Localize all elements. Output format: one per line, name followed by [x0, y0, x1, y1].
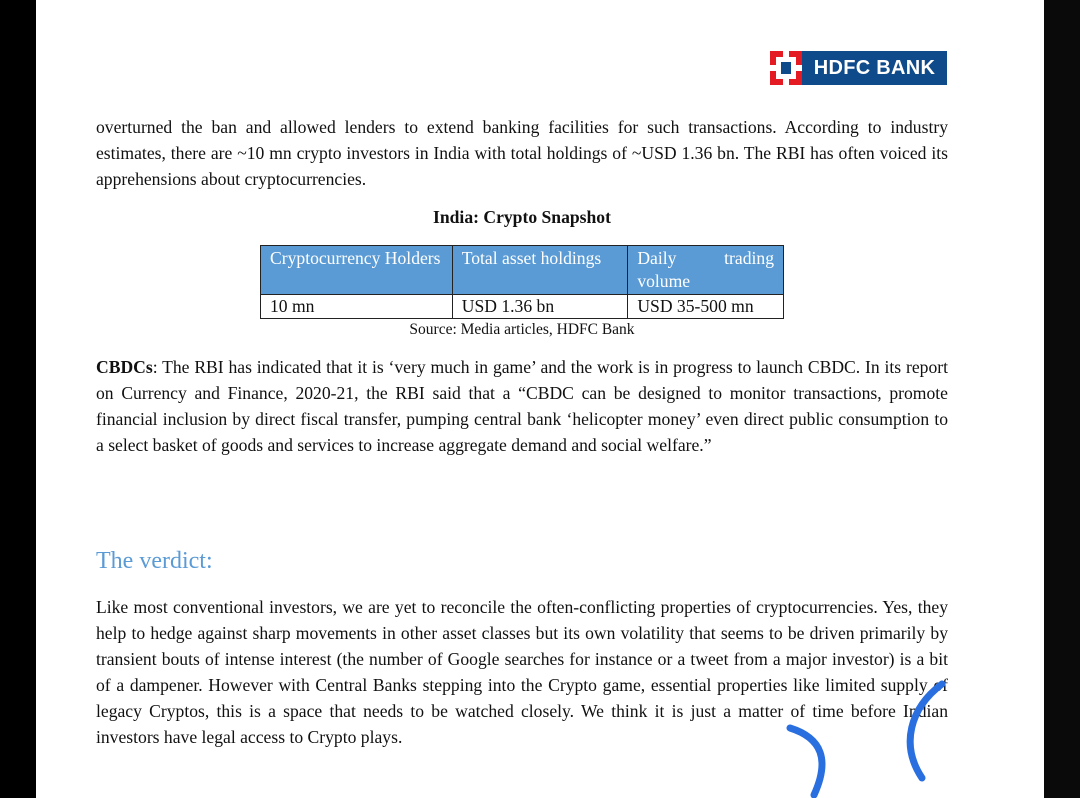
screen-edge: [1044, 0, 1080, 798]
table-title: India: Crypto Snapshot: [433, 207, 611, 227]
logo-brand-text: HDFC BANK: [802, 51, 947, 85]
column-header: Cryptocurrency Holders: [261, 246, 453, 295]
verdict-heading: The verdict:: [96, 548, 213, 574]
table-row: [261, 295, 784, 319]
crypto-snapshot-table: [260, 245, 784, 319]
hdfc-bank-logo: [770, 51, 947, 85]
hdfc-logo-mark-icon: [770, 51, 802, 85]
table-cell: 10 mn: [261, 295, 453, 319]
column-header: Daily trading volume: [628, 246, 784, 295]
table-header-row: [261, 246, 784, 295]
table-source-note: Source: Media articles, HDFC Bank: [409, 321, 635, 338]
cbdc-text: : The RBI has indicated that it is ‘very much in game’ and the work is in progress to launch CBDC. In its report on Currency and Finance, 2020-21, the RBI said that a “CBDC can be designed to monitor transactions, promote financial inclusion by direct fiscal transfer, pumping central bank ‘helicopter money’ even direct public consumption to a select basket of goods and services to increase aggregate demand and social welfare.”: [96, 357, 948, 455]
table-cell: USD 1.36 bn: [452, 295, 628, 319]
verdict-paragraph: Like most conventional investors, we are yet to reconcile the often-conflicting properties of cryptocurrencies. Yes, they help to hedge against sharp movements in other asset classes but its own volatility that seems to be driven primarily by transient bouts of intense interest (the number of Google searches for instance or a tweet from a major investor) is a bit of a dampener. However with Central Banks stepping into the Crypto game, essential properties like limited supply of legacy Cryptos, this is a space that needs to be watched closely. We think it is just a matter of time before Indian investors have legal access to Crypto plays.: [96, 597, 948, 747]
cbdc-paragraph: [96, 354, 948, 458]
cbdc-label: CBDCs: [96, 357, 153, 377]
intro-paragraph: overturned the ban and allowed lenders to extend banking facilities for such transactions. According to industry estimates, there are ~10 mn crypto investors in India with total holdings of ~USD 1.36 bn. The RBI has often voiced its apprehensions about cryptocurrencies.: [96, 117, 948, 189]
table-cell: USD 35-500 mn: [628, 295, 784, 319]
column-header: Total asset holdings: [452, 246, 628, 295]
